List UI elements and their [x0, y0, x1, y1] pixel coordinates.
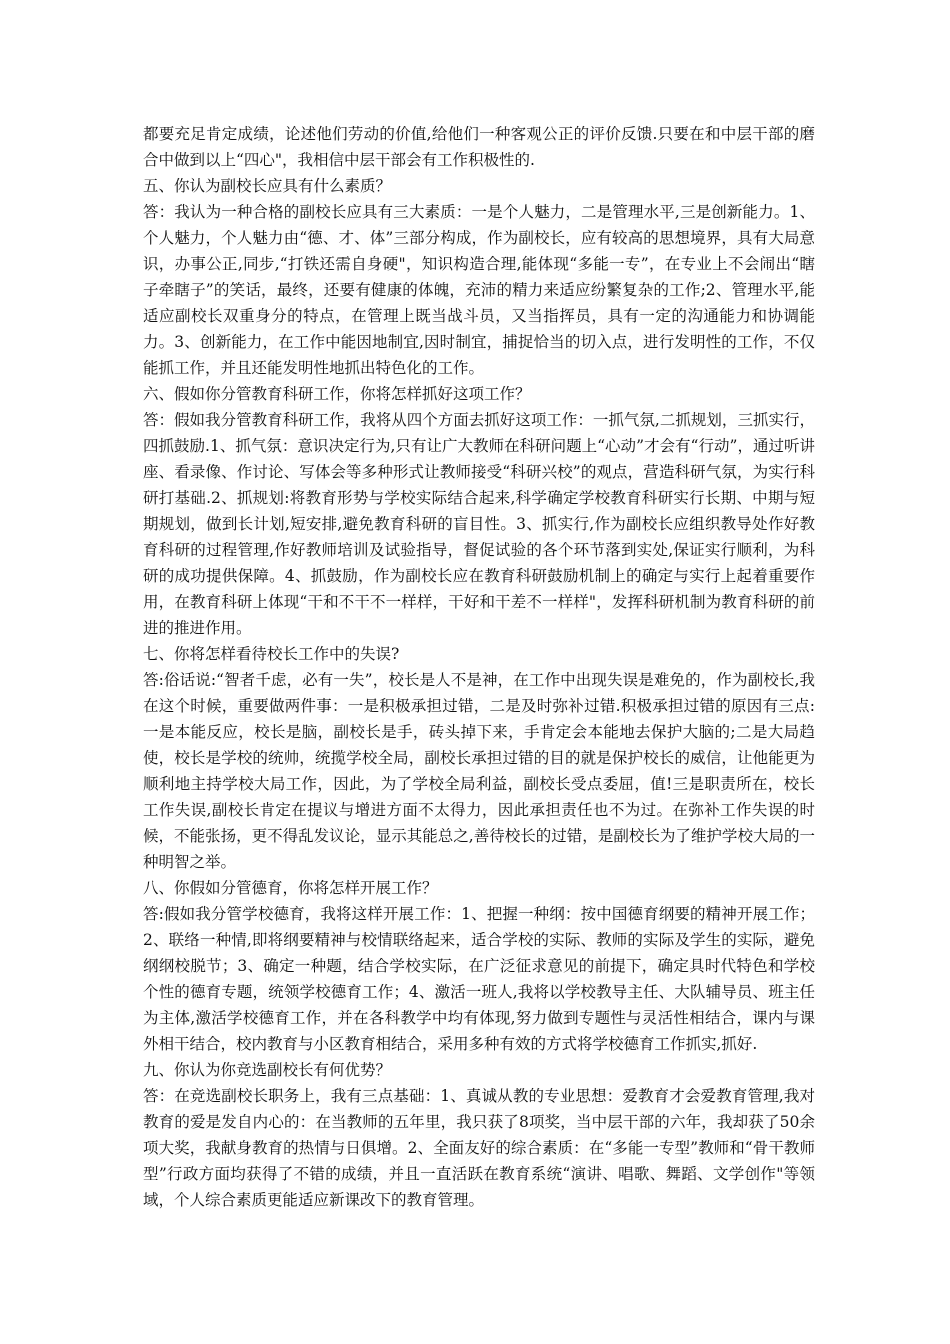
answer-6-paragraph: 答：假如我分管教育科研工作，我将从四个方面去抓好这项工作：一抓气氛,二抓规划，三抓实行，四抓鼓励.1、抓气氛：意识决定行为,只有让广大教师在科研问题上“心动”才会有“行动”，通过听讲座、看录像、作讨论、写体会等多种形式让教师接受“科研兴校”的观点，营造科研气氛，为实行科研打基础.2、抓规划:将教育形势与学校实际结合起来,科学确定学校教育科研实行长期、中期与短期规划，做到长计划,短安排,避免教育科研的盲目性。3、抓实行,作为副校长应组织教导处作好教育科研的过程管理,作好教师培训及试验指导，督促试验的各个环节落到实处,保证实行顺利，为科研的成功提供保障。4、抓鼓励，作为副校长应在教育科研鼓励机制上的确定与实行上起着重要作用，在教育科研上体现“干和不干不一样样，干好和干差不一样样"，发挥科研机制为教育科研的前进的推进作用。 [143, 411, 815, 637]
answer-5-paragraph: 答：我认为一种合格的副校长应具有三大素质：一是个人魅力，二是管理水平,三是创新能力。1、个人魅力，个人魅力由“德、才、体”三部分构成，作为副校长，应有较高的思想境界，具有大局意识，办事公正,同步,“打铁还需自身硬"，知识构造合理,能体现“多能一专”，在专业上不会闹出“瞎子牵瞎子”的笑话，最终，还要有健康的体魄，充沛的精力来适应纷繁复杂的工作;2、管理水平,能适应副校长双重身分的特点，在管理上既当战斗员，又当指挥员，具有一定的沟通能力和协调能力。3、创新能力，在工作中能因地制宜,因时制宜，捕捉恰当的切入点，进行发明性的工作，不仅能抓工作，并且还能发明性地抓出特色化的工作。 [143, 203, 815, 377]
question-9-heading: 九、你认为你竞选副校长有何优势？ [143, 1061, 392, 1079]
answer-9-paragraph: 答：在竞选副校长职务上，我有三点基础：1、真诚从教的专业思想：爱教育才会爱教育管理,我对教育的爱是发自内心的：在当教师的五年里，我只获了8项奖，当中层干部的六年，我却获了50余项大奖，我献身教育的热情与日俱增。2、全面友好的综合素质：在“多能一专型”教师和“骨干教师型”行政方面均获得了不错的成绩，并且一直活跃在教育系统“演讲、唱歌、舞蹈、文学创作"等领域，个人综合素质更能适应新课改下的教育管理。 [143, 1087, 815, 1209]
question-5-heading: 五、你认为副校长应具有什么素质？ [143, 177, 392, 195]
question-7-heading: 七、你将怎样看待校长工作中的失误? [143, 645, 400, 663]
paragraph-intro-closing: 都要充足肯定成绩，论述他们劳动的价值,给他们一种客观公正的评价反馈.只要在和中层干部的磨合中做到以上“四心"，我相信中层干部会有工作积极性的. [143, 125, 815, 169]
question-8-heading: 八、你假如分管德育，你将怎样开展工作？ [143, 879, 438, 897]
question-6-heading: 六、假如你分管教育科研工作，你将怎样抓好这项工作？ [143, 385, 531, 403]
answer-8-paragraph: 答:假如我分管学校德育，我将这样开展工作：1、把握一种纲：按中国德育纲要的精神开展工作；2、联络一种情,即将纲要精神与校情联络起来，适合学校的实际、教师的实际及学生的实际，避免纲纲校脱节；3、确定一种题，结合学校实际，在广泛征求意见的前提下，确定具时代特色和学校个性的德育专题，统领学校德育工作；4、激活一班人,我将以学校教导主任、大队辅导员、班主任为主体,激活学校德育工作，并在各科教学中均有体现,努力做到专题性与灵活性相结合，课内与课外相干结合，校内教育与小区教育相结合，采用多种有效的方式将学校德育工作抓实,抓好. [143, 905, 815, 1053]
answer-7-paragraph: 答:俗话说:“智者千虑，必有一失”，校长是人不是神，在工作中出现失误是难免的，作为副校长,我在这个时候，重要做两件事：一是积极承担过错，二是及时弥补过错.积极承担过错的原因有三点:一是本能反应，校长是脑，副校长是手，砖头掉下来，手肯定会本能地去保护大脑的;二是大局趋使，校长是学校的统帅，统揽学校全局，副校长承担过错的目的就是保护校长的威信，让他能更为顺利地主持学校大局工作，因此，为了学校全局利益，副校长受点委屈，值!三是职责所在，校长工作失误,副校长肯定在提议与增进方面不太得力，因此承担责任也不为过。在弥补工作失误的时候，不能张扬，更不得乱发议论，显示其能总之,善待校长的过错，是副校长为了维护学校大局的一种明智之举。 [143, 671, 815, 871]
document-body [143, 121, 815, 1213]
